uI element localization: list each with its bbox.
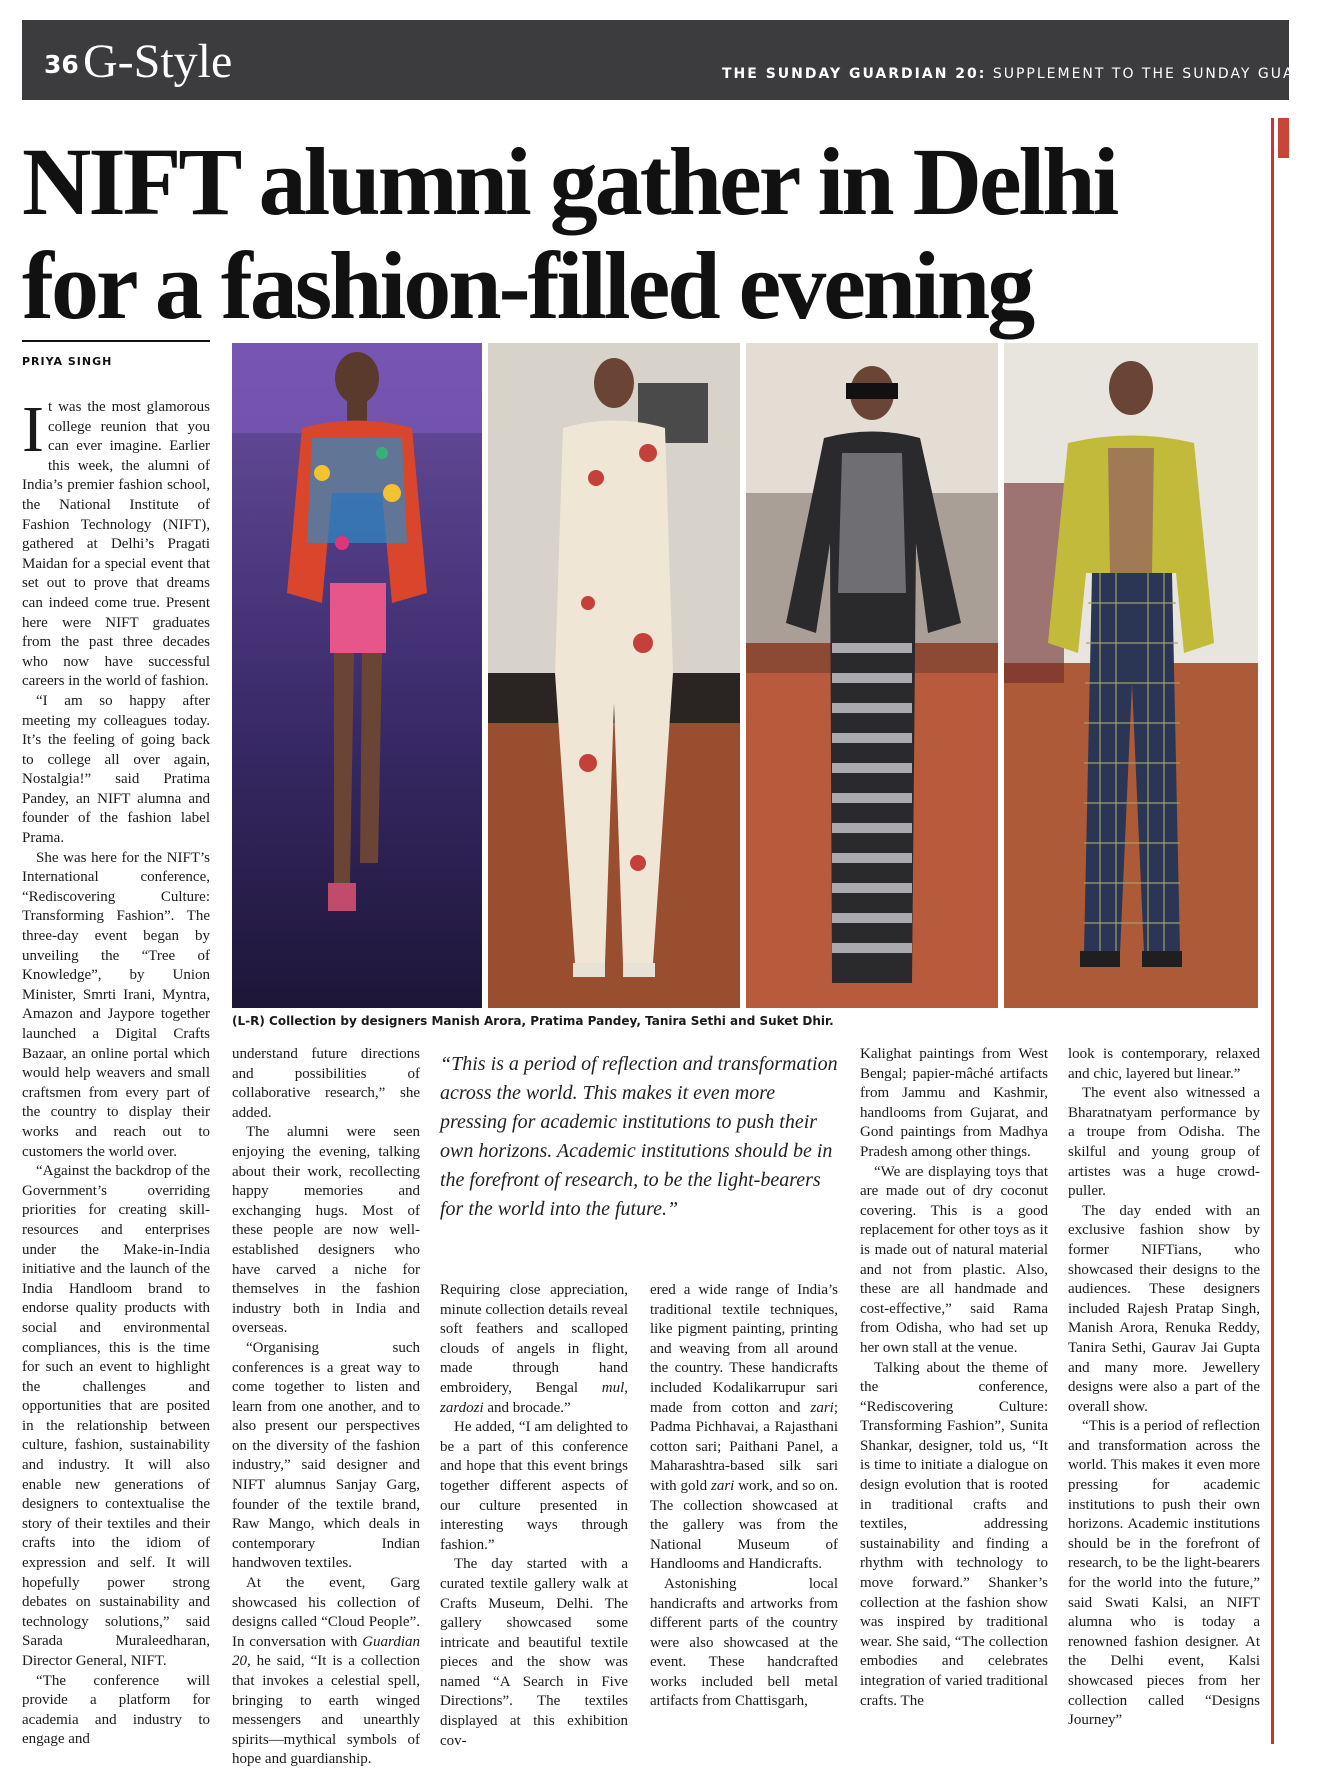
body-column-6: [1068, 1045, 1260, 1731]
supplement-label: SUPPLEMENT TO THE SUNDAY GUARD: [986, 66, 1319, 82]
lead-paragraph: It was the most glamorous college reunion that you can ever imagine. Earlier this week, the alumni of India’s premier fashion school, the National Institute of Fashion Technology (NIFT), gathered at Delhi’s Pragati Maidan for a special event that set out to prove that dreams can indeed come true. Present here were NIFT graduates from the past three decades who now have successful careers in the world of fashion.: [22, 393, 210, 690]
byline-rule: [22, 340, 210, 342]
paragraph: “We are displaying toys that are made out of dry coconut covering. This is a good replacement for other toys as it is made out of natural material and not from plastic. Also, these are all handmade and cost-effective,” said Rama from Odisha, who had set up her own stall at the venue.: [860, 1163, 1048, 1356]
pull-quote: “This is a period of reflection and transformation across the world. This makes it even more pressing for academic institutions to push their own horizons. Academic institutions should be in the forefront of research, to be the light-bearers for the world into the future.”: [440, 1053, 838, 1220]
body-column-4: [650, 1281, 838, 1712]
photo-tanira-sethi: [746, 343, 998, 1008]
runway-photo-1: [232, 343, 482, 1008]
paragraph: Talking about the theme of the conference, “Rediscovering Culture: Transforming Fashion”, Sunita Shankar, designer, told us, “It is time to initiate a dialogue on design evolution that is rooted in traditional crafts and textiles, addressing sustainability and finding a rhythm with technology to move forward.” Shanker’s collection at the fashion show was inspired by traditional wear. She said, “The collection embodies and celebrates integration of varied traditional crafts. The: [860, 1359, 1048, 1709]
paragraph: The day started with a curated textile gallery walk at Crafts Museum, Delhi. The gallery showcased some intricate and beautiful textile pieces and the show was named “A Search in Five Directions”. The textiles displayed at this exhibition cov-: [440, 1556, 628, 1749]
paragraph: The day ended with an exclusive fashion show by former NIFTians, who showcased their designs to the audiences. These designers included Rajesh Pratap Singh, Manish Arora, Renuka Reddy, Tanira Sethi, Gaurav Jai Gupta and many more. Jewellery designs were also a part of the overall show.: [1068, 1202, 1260, 1415]
photo-pratima-pandey: [488, 343, 740, 1008]
paragraph: The event also witnessed a Bharatnatyam performance by a troupe from Odisha. The skilful and young group of artistes was a huge crowd-puller.: [1068, 1085, 1260, 1200]
masthead: [22, 20, 1319, 100]
page-edge-rule: [1271, 118, 1274, 1744]
byline: PRIYA SINGH: [22, 355, 113, 368]
paragraph: understand future directions and possibilities of collaborative research,” she added.: [232, 1046, 420, 1121]
body-column-2: [232, 1045, 420, 1770]
body-column-5: [860, 1045, 1048, 1711]
section-title: G-Style: [83, 35, 233, 88]
runway-photo-3: [746, 343, 998, 1008]
body-column-3: [440, 1281, 628, 1751]
publication-strap: [722, 66, 1319, 82]
paragraph: “I am so happy after meeting my colleagues today. It’s the feeling of going back to college all over again, Nostalgia!” said Pratima Pandey, an NIFT alumna and founder of the fashion label Prama.: [22, 692, 210, 847]
runway-photo-4: [1004, 343, 1258, 1008]
publication-name: THE SUNDAY GUARDIAN 20:: [722, 66, 987, 82]
paragraph: The alumni were seen enjoying the evening, talking about their work, recollecting happy memories and exchanging hugs. Most of these people are now well-established designers who have carved a niche for themselves in the fashion industry both in India and overseas.: [232, 1124, 420, 1337]
paragraph: Astonishing local handicrafts and artworks from different parts of the country were also showcased at the event. These handcrafted works included bell metal artifacts from Chattisgarh,: [650, 1575, 838, 1710]
paragraph: “The conference will provide a platform for academia and industry to engage and: [22, 1672, 210, 1748]
paragraph: She was here for the NIFT’s International conference, “Rediscovering Culture: Transforming Fashion”. The three-day event began by unveiling the “Tree of Knowledge”, by Union Minister, Smrti Irani, Myntra, Amazon and Jaypore together launched a Digital Crafts Bazaar, an online portal which would help weavers and small craftsmen from every part of the country to display their works and reach out to customers the world over.: [22, 849, 210, 1160]
adjacent-page-thumb: [1278, 118, 1289, 158]
paragraph: “Against the backdrop of the Government’s overriding priorities for creating skill-resources and enterprises under the Make-in-India initiative and the launch of the India Handloom brand to endorse quality products with social and environmental compliances, this is the time for such an event to highlight the challenges and opportunities that are posited in the relationship between culture, fashion, sustainability and industry. It will also enable new generations of designers to contextualise the story of their textiles and their crafts into the idiom of expression and self. It will hopefully power strong debates on sustainability and technology solutions,” said Sarada Muraleedharan, Director General, NIFT.: [22, 1163, 210, 1669]
photo-suket-dhir: [1004, 343, 1258, 1008]
paragraph: look is contemporary, relaxed and chic, layered but linear.”: [1068, 1046, 1260, 1082]
page-number: 36: [44, 50, 79, 79]
headline-line-2: for a fashion-filled evening: [22, 232, 1033, 339]
paragraph: “This is a period of reflection and transformation across the world. This makes it even more pressing for academic institutions to push their own horizons. Academic institutions should be in the forefront of research, to be the light-bearers for the world into the future,” said Swati Kalsi, an NIFT alumna who is today a renowned fashion designer. At the Delhi event, Kalsi showcased pieces from her collection called “Designs Journey”: [1068, 1418, 1260, 1729]
paragraph: ered a wide range of India’s traditional textile techniques, like pigment painting, printing and weaving from all around the country. These handicrafts included Kodalikarrupur sari made from cotton and zari; Padma Pichhavai, a Rajasthani cotton sari; Paithani Panel, a Maharashtra-based silk sari with gold zari work, and so on. The collection showcased at the gallery was from the National Museum of Handlooms and Handicrafts.: [650, 1282, 838, 1573]
paragraph: “Organising such conferences is a great way to come together to listen and learn from one another, and to also present our perspectives on the diversity of the fashion industry,” said designer and NIFT alumnus Sanjay Garg, founder of the textile brand, Raw Mango, which deals in contemporary Indian handwoven textiles.: [232, 1339, 420, 1572]
paragraph: Requiring close appreciation, minute collection details reveal soft feathers and scalloped clouds of angels in flight, made through hand embroidery, Bengal mul, zardozi and brocade.”: [440, 1282, 628, 1416]
headline: [22, 130, 1272, 338]
headline-line-1: NIFT alumni gather in Delhi: [22, 128, 1117, 235]
body-column-1: [22, 393, 210, 1750]
drop-cap: I: [22, 393, 44, 466]
paragraph: Kalighat paintings from West Bengal; papier-mâché artifacts from Jammu and Kashmir, handlooms from Gujarat, and Gond paintings from Madhya Pradesh among other things.: [860, 1046, 1048, 1160]
photo-caption: (L-R) Collection by designers Manish Arora, Pratima Pandey, Tanira Sethi and Suket Dhir.: [232, 1014, 834, 1028]
runway-photo-2: [488, 343, 740, 1008]
paragraph: He added, “I am delighted to be a part of this conference and hope that this event brings together different aspects of our culture presented in interesting ways through fashion.”: [440, 1419, 628, 1553]
paragraph: At the event, Garg showcased his collection of designs called “Cloud People”. In conversation with Guardian 20, he said, “It is a collection that invokes a celestial spell, bringing to earth winged messengers and unearthly spirits—mythical symbols of hope and guardianship.: [232, 1575, 420, 1768]
photo-manish-arora: [232, 343, 482, 1008]
